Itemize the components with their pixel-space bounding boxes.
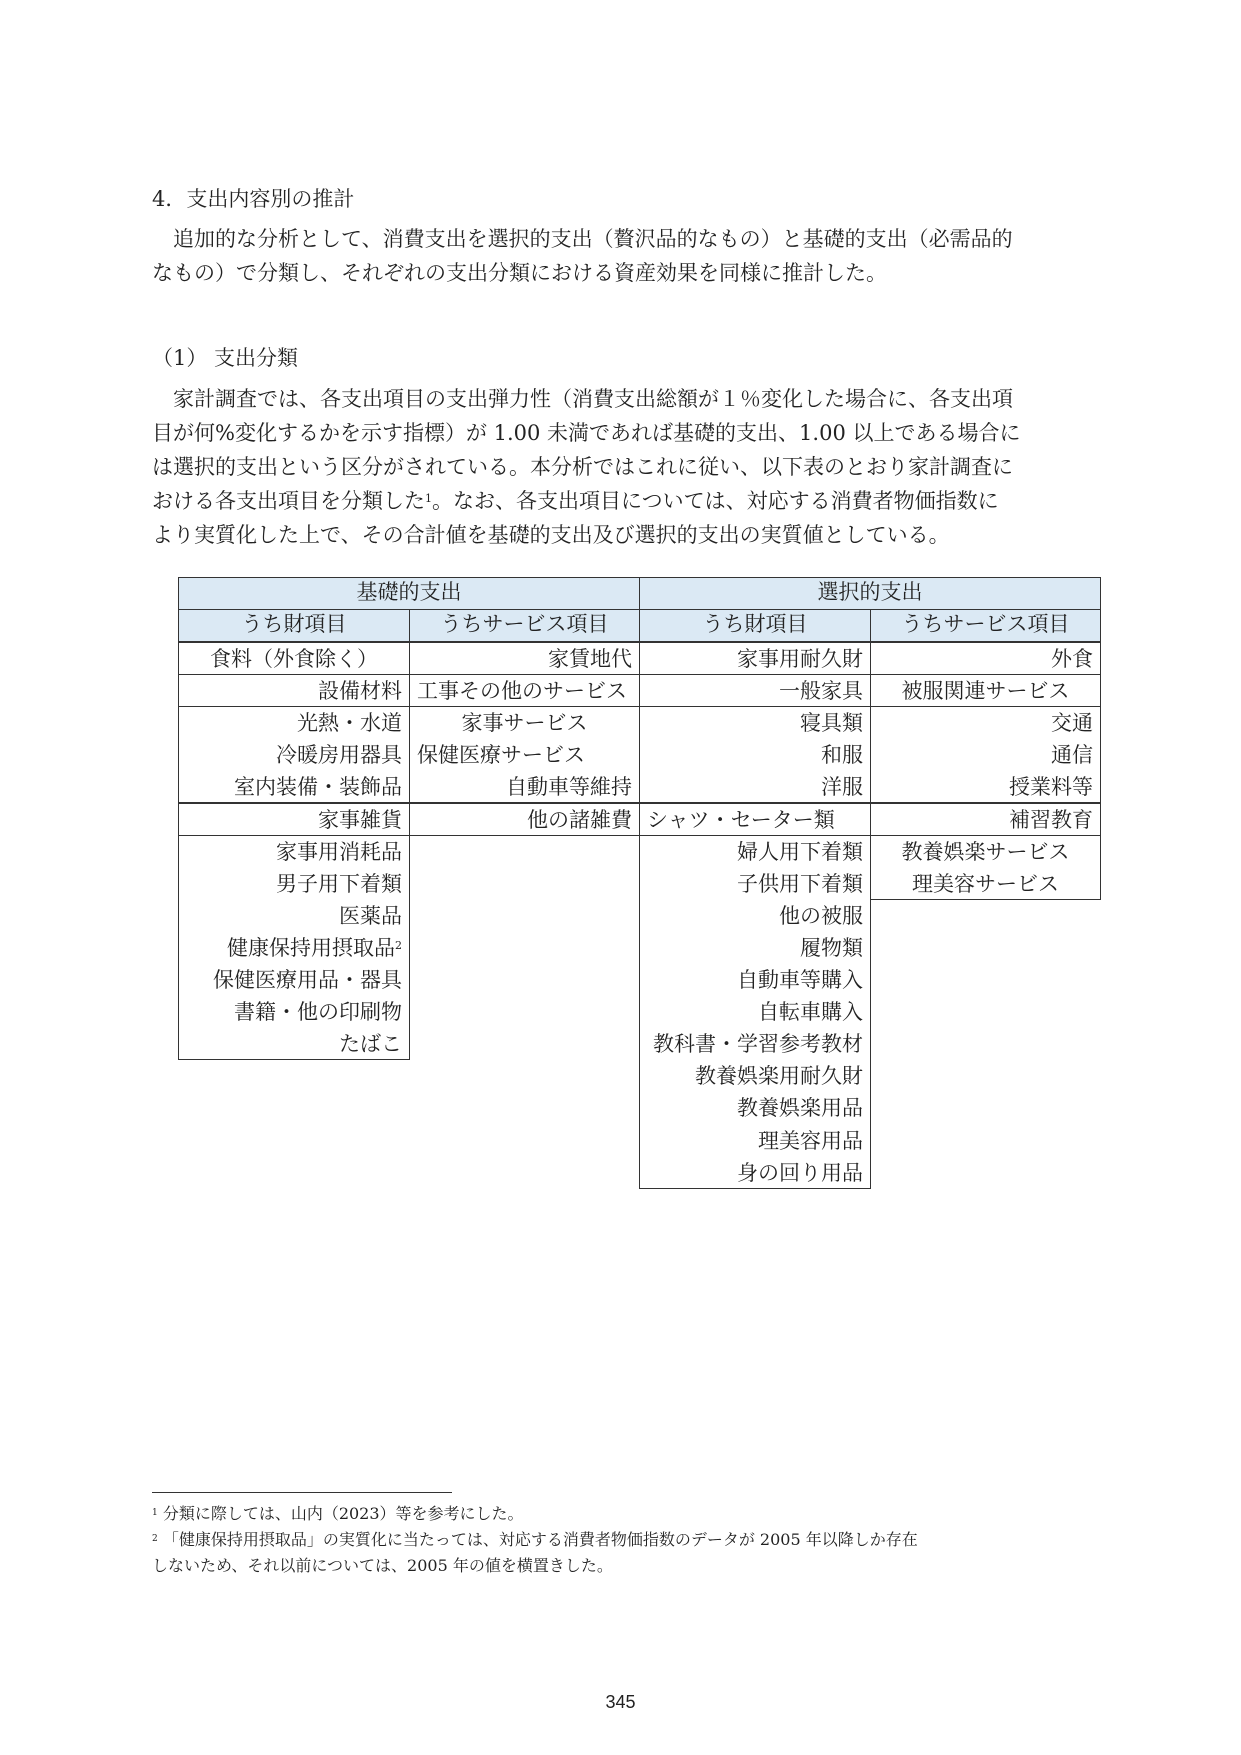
table-cell: 保健医療サービス <box>417 743 585 768</box>
footnote-1-mark: 1 <box>152 1508 158 1518</box>
table-cell: 家事用耐久財 <box>737 647 863 671</box>
footnote-2-text: 「健康保持用摂取品」の実質化に当たっては、対応する消費者物価指数のデータが 2005 年以降しか存在 <box>157 1530 918 1549</box>
table-cell: 室内装備・装飾品 <box>234 775 402 800</box>
footnote-2 <box>152 1527 918 1553</box>
table-cell: 冷暖房用器具 <box>276 743 402 768</box>
table-cell: 設備材料 <box>318 679 402 704</box>
subheader-selective-goods: うち財項目 <box>639 609 871 642</box>
page-number: 345 <box>605 1692 636 1712</box>
table-cell: 男子用下着類 <box>276 871 402 896</box>
table-cell: 教養娯楽用品 <box>737 1096 863 1121</box>
footnote-1-text: 分類に際しては、山内（2023）等を参考にした。 <box>157 1504 524 1523</box>
table-cell: 自動車等購入 <box>737 968 863 992</box>
header-selective-expenditure: 選択的支出 <box>639 577 1101 610</box>
table-cell: 理美容サービス <box>912 871 1059 896</box>
table-cell: 食料（外食除く） <box>210 647 378 671</box>
table-cell: 教養娯楽サービス <box>901 839 1070 864</box>
table-cell: 身の回り用品 <box>737 1160 863 1185</box>
table-cell: シャツ・セーター類 <box>647 807 835 832</box>
body-paragraph <box>152 382 1021 552</box>
table-cell: 教科書・学習参考教材 <box>653 1032 863 1057</box>
body-line-4 <box>152 484 1021 518</box>
table-cell: 他の被服 <box>779 903 863 928</box>
footnote-ref-2[interactable]: 2 <box>395 938 402 952</box>
subheader-selective-services: うちサービス項目 <box>870 609 1101 642</box>
table-cell: 交通 <box>1051 711 1093 736</box>
table-cell: 自動車等維持 <box>506 775 632 800</box>
table-cell: 通信 <box>1051 743 1093 768</box>
table-cell: 理美容用品 <box>758 1128 863 1153</box>
table-cell: 家事用消耗品 <box>276 839 402 864</box>
table-cell: 外食 <box>1051 647 1093 671</box>
table-cell: 家賃地代 <box>548 647 632 671</box>
subsection-heading: （1） 支出分類 <box>152 346 299 370</box>
table-cell: 授業料等 <box>1009 775 1093 800</box>
footnote-1 <box>152 1501 524 1527</box>
table-cell: 光熱・水道 <box>297 711 402 736</box>
body-line-5: より実質化した上で、その合計値を基礎的支出及び選択的支出の実質値としている。 <box>152 523 950 547</box>
body-line-2: 目が何%変化するかを示す指標）が 1.00 未満であれば基礎的支出、1.00 以上である場合に <box>152 421 1021 445</box>
intro-line-2: なもの）で分類し、それぞれの支出分類における資産効果を同様に推計した。 <box>152 261 887 285</box>
table-cell: 寝具類 <box>800 711 863 736</box>
table-cell: 家事サービス <box>461 711 588 736</box>
table-cell: 履物類 <box>800 935 863 960</box>
table-cell: 医薬品 <box>339 903 402 928</box>
table-cell: 一般家具 <box>779 679 863 704</box>
table-cell: 子供用下着類 <box>737 871 863 896</box>
body-line-1: 家計調査では、各支出項目の支出弾力性（消費支出総額が１％変化した場合に、各支出項 <box>152 387 1013 411</box>
footnote-2-mark: 2 <box>152 1534 158 1544</box>
table-cell: 健康保持用摂取品$^2$ <box>227 935 402 960</box>
table-cell: 他の諸雑費 <box>527 807 632 832</box>
table-cell: 教養娯楽用耐久財 <box>695 1064 863 1089</box>
table-cell: 和服 <box>821 743 863 768</box>
table-cell: 被服関連サービス <box>901 679 1070 704</box>
table-cell: 工事その他のサービス <box>417 679 627 704</box>
table-cell: 家事雑貨 <box>318 807 402 832</box>
footnote-ref-1[interactable]: 1 <box>425 492 432 505</box>
table-cell: 書籍・他の印刷物 <box>234 1000 402 1025</box>
table-cell: 保健医療用品・器具 <box>213 968 402 992</box>
table-cell: たばこ <box>339 1032 402 1057</box>
table-cell: 補習教育 <box>1009 807 1093 832</box>
subheader-basic-services: うちサービス項目 <box>409 609 640 642</box>
body-line-4b: 。なお、各支出項目については、対応する消費者物価指数に <box>432 489 999 513</box>
section-heading: 4．支出内容別の推計 <box>152 187 355 211</box>
subheader-basic-goods: うち財項目 <box>178 609 410 642</box>
table-cell: 洋服 <box>821 775 863 800</box>
footnote-2-continued: しないため、それ以前については、2005 年の値を横置きした。 <box>152 1556 613 1575</box>
footnote-rule <box>152 1492 452 1493</box>
table-cell: 婦人用下着類 <box>737 839 863 864</box>
body-line-4a: おける各支出項目を分類した <box>152 489 425 513</box>
intro-paragraph <box>152 222 1013 290</box>
table-cell: 自転車購入 <box>758 1000 863 1025</box>
intro-line-1: 追加的な分析として、消費支出を選択的支出（贅沢品的なもの）と基礎的支出（必需品的 <box>152 227 1013 251</box>
header-basic-expenditure: 基礎的支出 <box>178 577 640 610</box>
body-line-3: は選択的支出という区分がされている。本分析ではこれに従い、以下表のとおり家計調査に <box>152 455 1013 479</box>
